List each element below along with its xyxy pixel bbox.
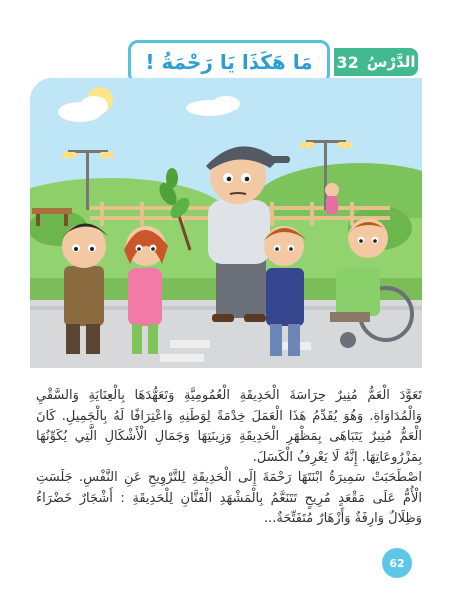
lesson-badge: [334, 48, 418, 76]
lesson-header: [128, 40, 422, 82]
lesson-number: 32: [336, 52, 359, 72]
background-girl: [325, 183, 339, 214]
story-paragraph: تَعَوَّدَ الْعَمُّ مُنِيرٌ حِرَاسَةَ الْحَدِيقَةِ الْعُمُومِيَّةِ وَتَعَهُّدَهَا بِالْعِنَايَةِ وَالسَّقْيِ وَالْمُدَاوَاةِ. وَهُوَ يُقَدِّمُ هَذَا الْعَمَلَ خِدْمَةً لِوَطَنِهِ وَاعْتِرَافًا لَهُ بِالْجَمِيلِ. كَانَ الْعَمُّ مُنِيرٌ يَتَبَاهَى بِمَظْهَرِ الْحَدِيقَةِ وَزِينَتِهَا وَجَمَالِ الْأَشْكَالِ الَّتِي يُكَوِّنُهَا بِمَزْرُوعَاتِهَا. إِنَّهُ لَا يَعْرِفُ الْكَسَلَ.: [36, 388, 422, 465]
story-text: [36, 386, 422, 530]
page-number: 62: [382, 548, 412, 578]
lesson-label: الدَّرْسُ: [366, 53, 416, 71]
lesson-title: مَا هَكَذَا يَا رَحْمَةُ !: [128, 40, 330, 84]
park-scene-image: [30, 78, 422, 368]
bench: [32, 208, 72, 214]
story-paragraph: اصْطَحَبَتْ سَمِيرَةُ ابْنَتَهَا رَحْمَةَ إِلَى الْحَدِيقَةِ لِلتَّرْوِيحِ عَنِ النَّفْسِ. جَلَسَتِ الْأُمُّ عَلَى مَقْعَدٍ مُرِيحٍ تَتَنَعَّمُ بِالْمَشْهَدِ الْفَتَّانِ لِلْحَدِيقَةِ : أَشْجَارٌ خَضْرَاءُ وَظِلَالٌ وَارِفَةٌ وَأَزْهَارٌ مُتَفَتِّحَةٌ...: [36, 470, 422, 526]
story-illustration: [30, 78, 422, 368]
